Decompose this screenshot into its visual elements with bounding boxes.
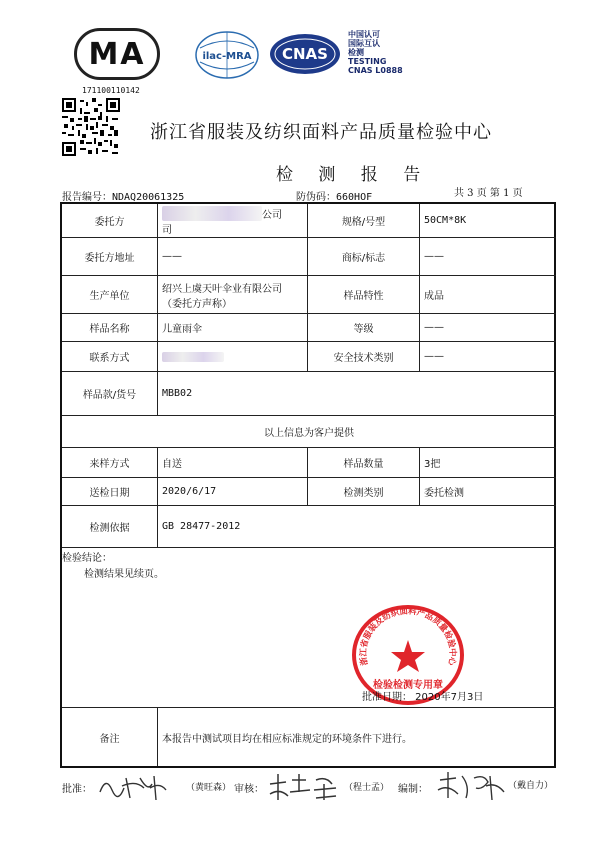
client-address-value: —— — [158, 238, 308, 276]
model-value: MBB02 — [158, 372, 556, 416]
reviewer-name: （程士孟） — [344, 783, 390, 793]
grade-label: 等级 — [308, 314, 420, 342]
compile-label: 编制： — [398, 784, 428, 795]
sampling-method-value: 自送 — [158, 448, 308, 478]
sample-name-value: 儿童雨伞 — [158, 314, 308, 342]
cma-mark-text: MA — [88, 36, 146, 72]
manufacturer-value — [158, 276, 308, 314]
client-provided-note: 以上信息为客户提供 — [62, 416, 556, 448]
approver-name: （黄旺森） — [186, 783, 232, 793]
cnas-line: 中国认可 — [348, 30, 380, 39]
safety-category-value: —— — [420, 342, 556, 372]
brand-label: 商标/标志 — [308, 238, 420, 276]
grade-value: —— — [420, 314, 556, 342]
anti-fake-label: 防伪码： — [296, 192, 336, 203]
cnas-line: 检测 — [348, 48, 364, 57]
brand-value: —— — [420, 238, 556, 276]
page-info: 共 3 页 第 1 页 — [454, 188, 523, 199]
report-number — [62, 188, 184, 203]
client-value-visible: 公司 — [262, 209, 282, 221]
client-address-label: 委托方地址 — [62, 238, 158, 276]
test-basis-value: GB 28477-2012 — [158, 506, 556, 548]
qr-code-icon — [62, 98, 120, 156]
anti-fake-code — [296, 188, 372, 203]
submit-date-value: 2020/6/17 — [158, 478, 308, 506]
test-basis-label: 检测依据 — [62, 506, 158, 548]
cnas-accreditation-text — [348, 30, 418, 75]
report-number-label: 报告编号： — [62, 192, 112, 203]
report-table — [60, 202, 556, 768]
sample-qty-label: 样品数量 — [308, 448, 420, 478]
anti-fake-value: 660HOF — [336, 192, 373, 203]
cma-cert-number: 171100110142 — [82, 86, 140, 95]
compiler-signature-icon — [434, 770, 508, 804]
test-type-label: 检测类别 — [308, 478, 420, 506]
client-value-line1 — [162, 206, 282, 221]
manufacturer-label: 生产单位 — [62, 276, 158, 314]
cnas-line: 国际互认 — [348, 39, 380, 48]
issue-date: 批准日期： 2020年7月3日 — [362, 692, 484, 703]
sample-qty-value: 3把 — [420, 448, 556, 478]
sample-feature-value: 成品 — [420, 276, 556, 314]
client-label: 委托方 — [62, 204, 158, 238]
test-type-value: 委托检测 — [420, 478, 556, 506]
seal-bottom-text: 检验检测专用章 — [373, 680, 443, 691]
sample-name-label: 样品名称 — [62, 314, 158, 342]
contact-label: 联系方式 — [62, 342, 158, 372]
reviewer-signature-icon — [266, 770, 342, 804]
spec-value: 50CM*8K — [420, 204, 556, 238]
report-number-value: NDAQ20061325 — [112, 192, 185, 203]
manufacturer-name: 绍兴上虞天叶伞业有限公司 — [162, 283, 282, 295]
model-label: 样品款/货号 — [62, 372, 158, 416]
cnas-line: TESTING — [348, 57, 387, 66]
conclusion-text: 检测结果见续页。 — [84, 569, 164, 580]
client-value-line2: 司 — [162, 224, 172, 236]
compiler-name: （戴自力） — [508, 781, 554, 791]
report-title: 检 测 报 告 — [276, 165, 431, 185]
cnas-line: CNAS L0888 — [348, 66, 403, 75]
conclusion-label: 检验结论： — [62, 553, 112, 564]
cnas-label: CNAS — [282, 45, 328, 63]
approver-signature-icon — [96, 770, 170, 804]
client-value — [158, 204, 308, 238]
safety-category-label: 安全技术类别 — [308, 342, 420, 372]
seal-text: 浙江省服装及纺织面料产品质量检验中心 — [357, 605, 459, 667]
spec-label: 规格/号型 — [308, 204, 420, 238]
review-label: 审核： — [234, 784, 264, 795]
org-title: 浙江省服装及纺织面料产品质量检验中心 — [150, 122, 492, 143]
ilac-label: ilac-MRA — [202, 51, 252, 62]
approve-label: 批准： — [62, 784, 92, 795]
sampling-method-label: 来样方式 — [62, 448, 158, 478]
ilac-mra-logo — [194, 30, 260, 80]
remark-value: 本报告中测试项目均在相应标准规定的环境条件下进行。 — [162, 733, 412, 745]
sample-feature-label: 样品特性 — [308, 276, 420, 314]
redacted-contact — [162, 352, 224, 362]
cma-logo — [74, 28, 160, 80]
remark-label: 备注 — [62, 708, 158, 766]
submit-date-label: 送检日期 — [62, 478, 158, 506]
contact-value — [158, 342, 308, 372]
manufacturer-note: （委托方声称） — [162, 298, 232, 310]
cnas-logo — [268, 32, 342, 76]
